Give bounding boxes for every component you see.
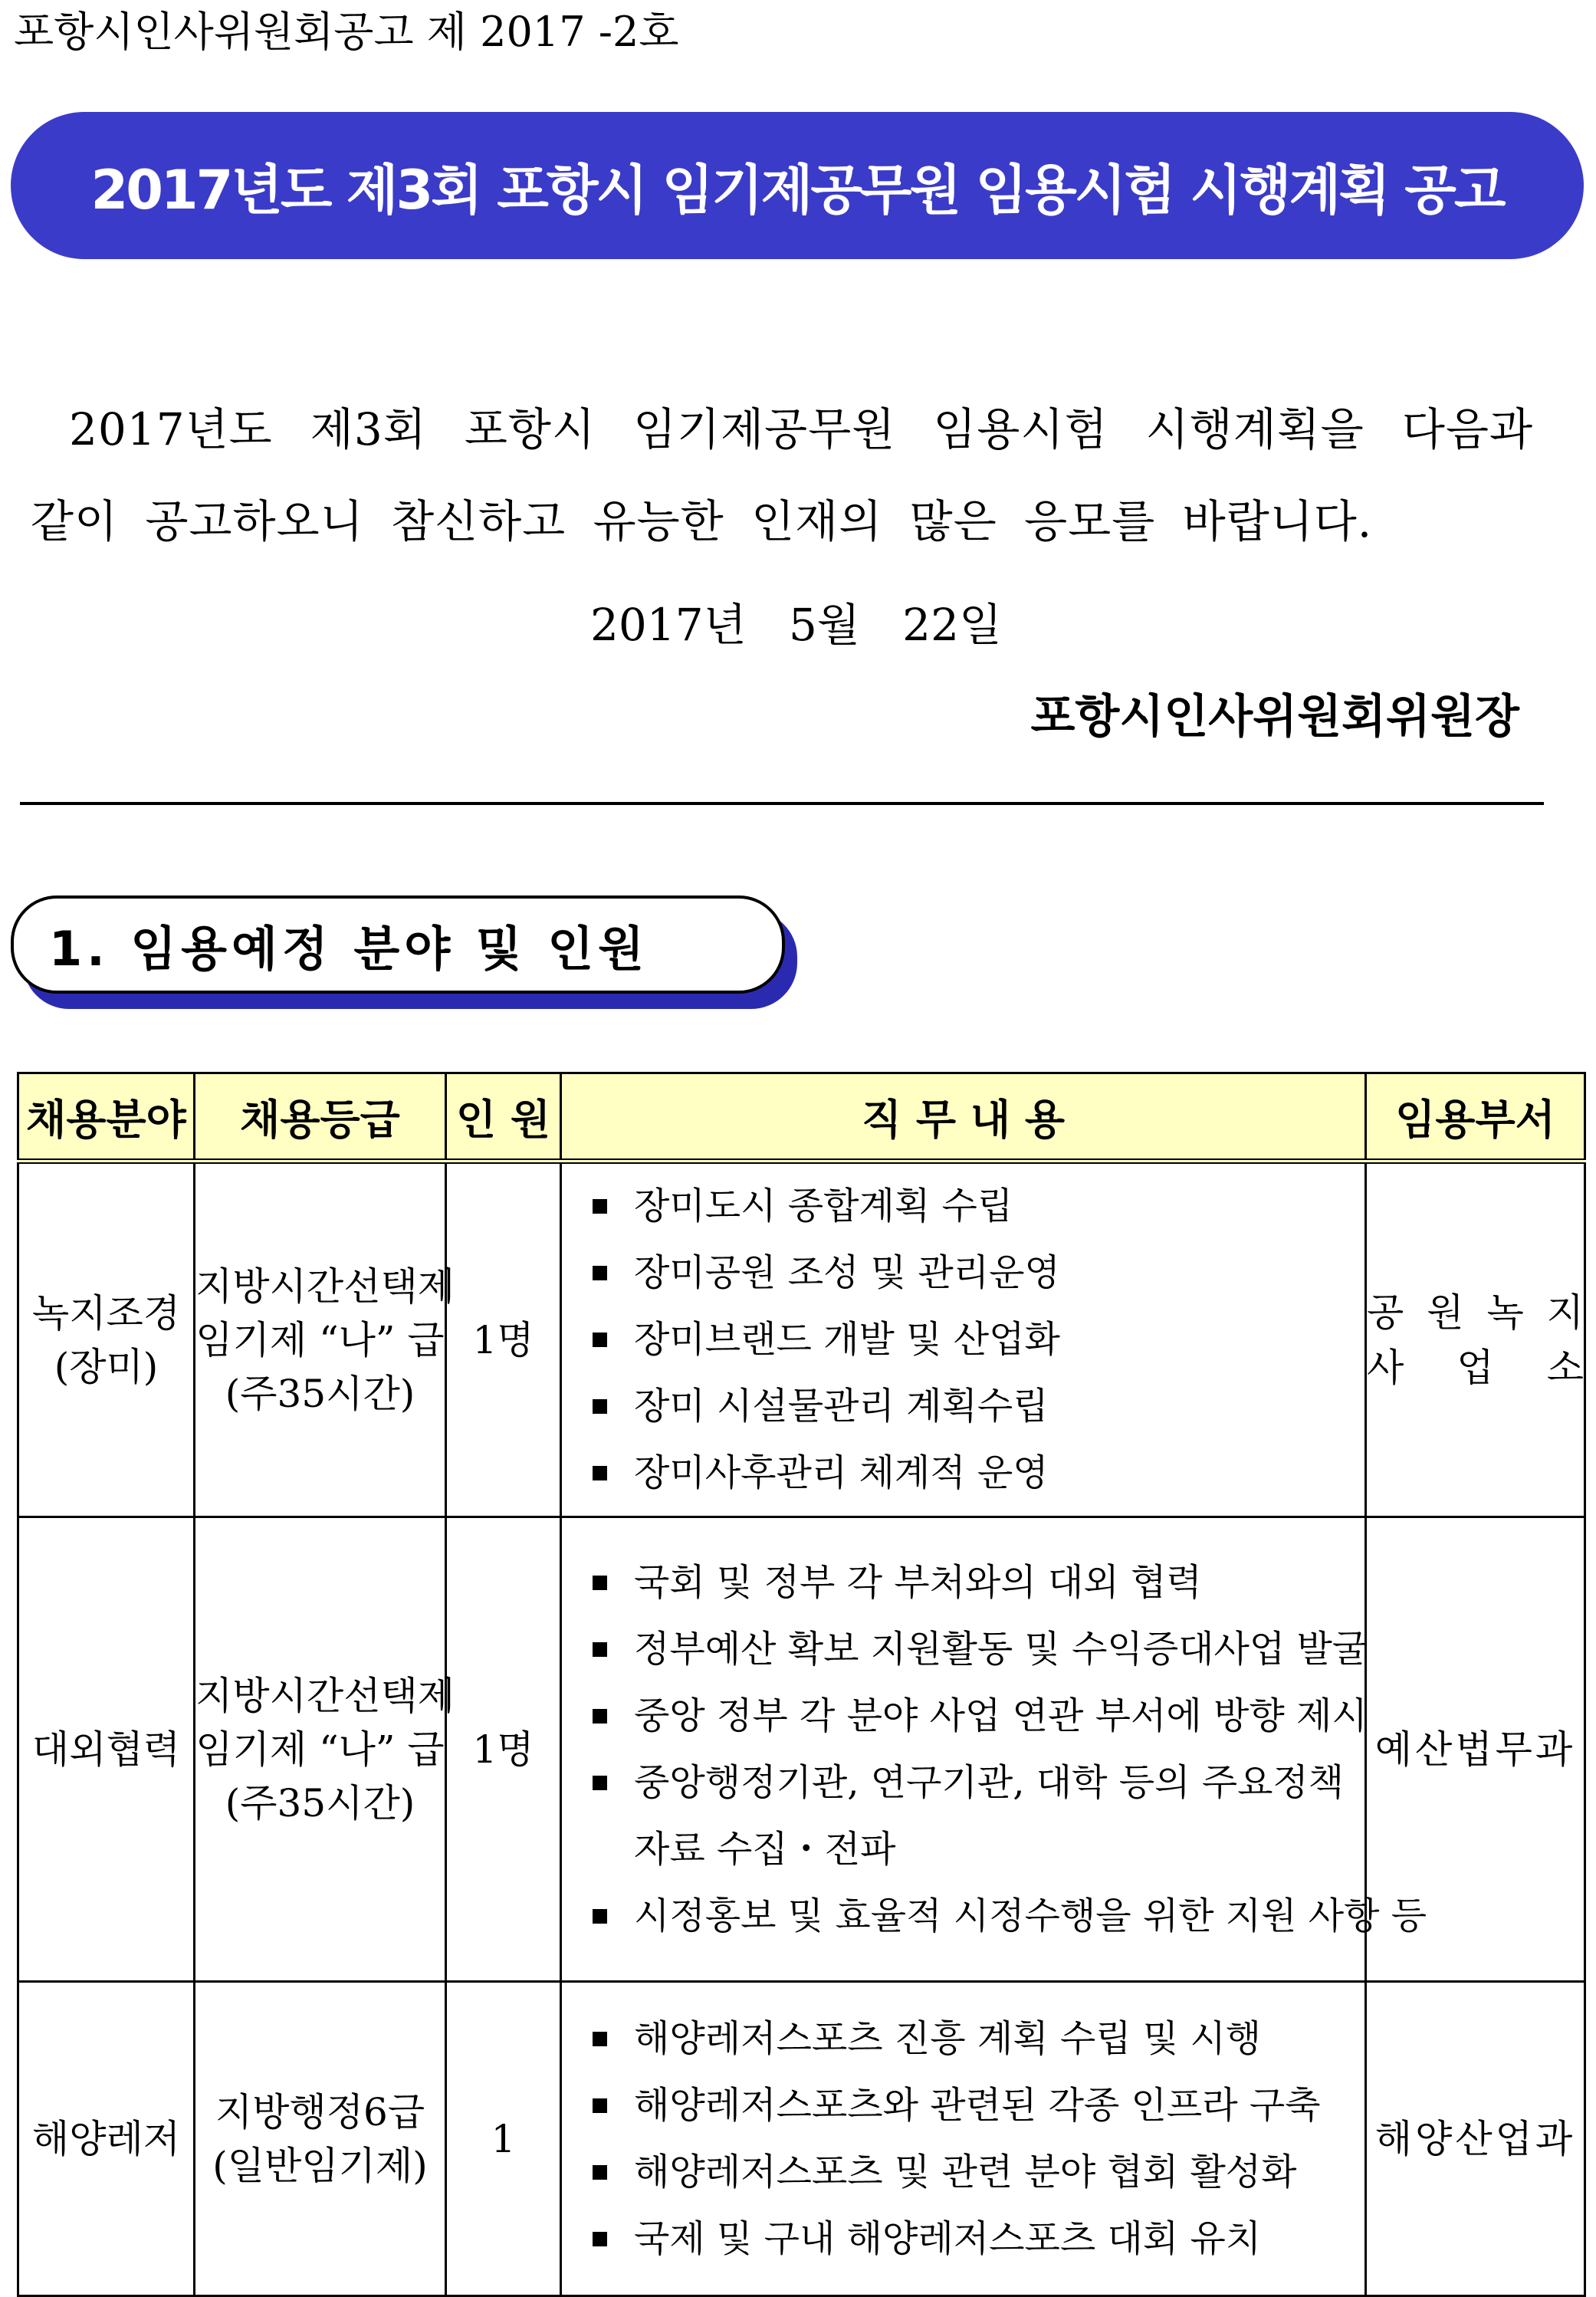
title-banner — [11, 112, 1584, 259]
duty-item: 해양레저스포츠와 관련된 각종 인프라 구축 — [593, 2072, 1364, 2139]
duty-item: 장미공원 조성 및 관리운영 — [593, 1240, 1364, 1306]
divider-line — [20, 802, 1544, 805]
duty-item: 해양레저스포츠 진흥 계획 수립 및 시행 — [593, 2006, 1364, 2072]
document-title: 2017년도 제3회 포항시 임기제공무원 임용시험 시행계획 공고 — [90, 158, 1504, 222]
duty-item: 국제 및 구내 해양레저스포츠 대회 유치 — [593, 2206, 1364, 2272]
count-cell: 1 — [446, 1982, 561, 2296]
duty-item: 장미 시설물관리 계획수립 — [593, 1373, 1364, 1440]
notice-number: 포항시인사위원회공고 제 2017 -2호 — [14, 8, 679, 56]
field-cell: 해양레저 — [18, 1982, 195, 2296]
grade-cell: 지방시간선택제 임기제 “나” 급 (주35시간) — [195, 1162, 446, 1517]
dept-cell — [1366, 1162, 1585, 1517]
duty-item: 중앙 정부 각 분야 사업 연관 부서에 방향 제시 — [593, 1683, 1364, 1750]
table-row — [18, 1982, 1585, 2296]
duties-cell — [561, 1517, 1427, 1982]
duty-item: 중앙행정기관, 연구기관, 대학 등의 주요정책 — [593, 1750, 1364, 1816]
duty-item: 시정홍보 및 효율적 시정수행을 위한 지원 사항 등 — [593, 1883, 1364, 1950]
duty-item: 국회 및 정부 각 부처와의 대외 협력 — [593, 1549, 1364, 1616]
table-header-row — [18, 1073, 1585, 1162]
dept-cell: 예산법무과 — [1366, 1517, 1585, 1982]
duty-item-continuation: 자료 수집・전파 — [634, 1827, 896, 1871]
table-row — [18, 1162, 1585, 1517]
table-row — [18, 1517, 1585, 1982]
duties-list — [562, 1996, 1364, 2282]
grade-cell: 지방행정6급 (일반임기제) — [195, 1982, 446, 2296]
duties-list — [562, 1540, 1427, 1959]
duty-item: 장미사후관리 체계적 운영 — [593, 1440, 1364, 1507]
duty-item: 장미도시 종합계획 수립 — [593, 1173, 1364, 1240]
section-heading-text: 1. 임용예정 분야 및 인원 — [49, 920, 649, 977]
duty-item: 장미브랜드 개발 및 산업화 — [593, 1306, 1364, 1373]
duties-cell — [561, 1162, 1366, 1517]
section-heading — [11, 895, 785, 994]
header-duties: 직 무 내 용 — [561, 1073, 1366, 1162]
header-count: 인 원 — [446, 1073, 561, 1162]
duties-cell — [561, 1982, 1366, 2296]
dept-line-1: 공 원 녹 지 — [1367, 1290, 1584, 1335]
duty-item: 해양레저스포츠 및 관련 분야 협회 활성화 — [593, 2139, 1364, 2206]
recruitment-table — [17, 1072, 1586, 2297]
duty-item: 정부예산 확보 지원활동 및 수익증대사업 발굴 — [593, 1616, 1364, 1683]
dept-cell: 해양산업과 — [1366, 1982, 1585, 2296]
issuer-name: 포항시인사위원회위원장 — [1030, 690, 1519, 744]
count-cell: 1명 — [446, 1162, 561, 1517]
notice-date: 2017년 5월 22일 — [590, 599, 1003, 651]
duties-list — [562, 1164, 1364, 1516]
dept-line-2: 사 업 소 — [1367, 1345, 1584, 1390]
header-field: 채용분야 — [18, 1073, 195, 1162]
intro-paragraph: 2017년도 제3회 포항시 임기제공무원 임용시험 시행계획을 다음과 같이 공고하오니 참신하고 유능한 인재의 많은 응모를 바랍니다. — [31, 403, 1533, 547]
field-cell: 녹지조경 (장미) — [18, 1162, 195, 1517]
header-grade: 채용등급 — [195, 1073, 446, 1162]
grade-cell: 지방시간선택제 임기제 “나” 급 (주35시간) — [195, 1517, 446, 1982]
header-dept: 임용부서 — [1366, 1073, 1585, 1162]
field-cell: 대외협력 — [18, 1517, 195, 1982]
count-cell: 1명 — [446, 1517, 561, 1982]
